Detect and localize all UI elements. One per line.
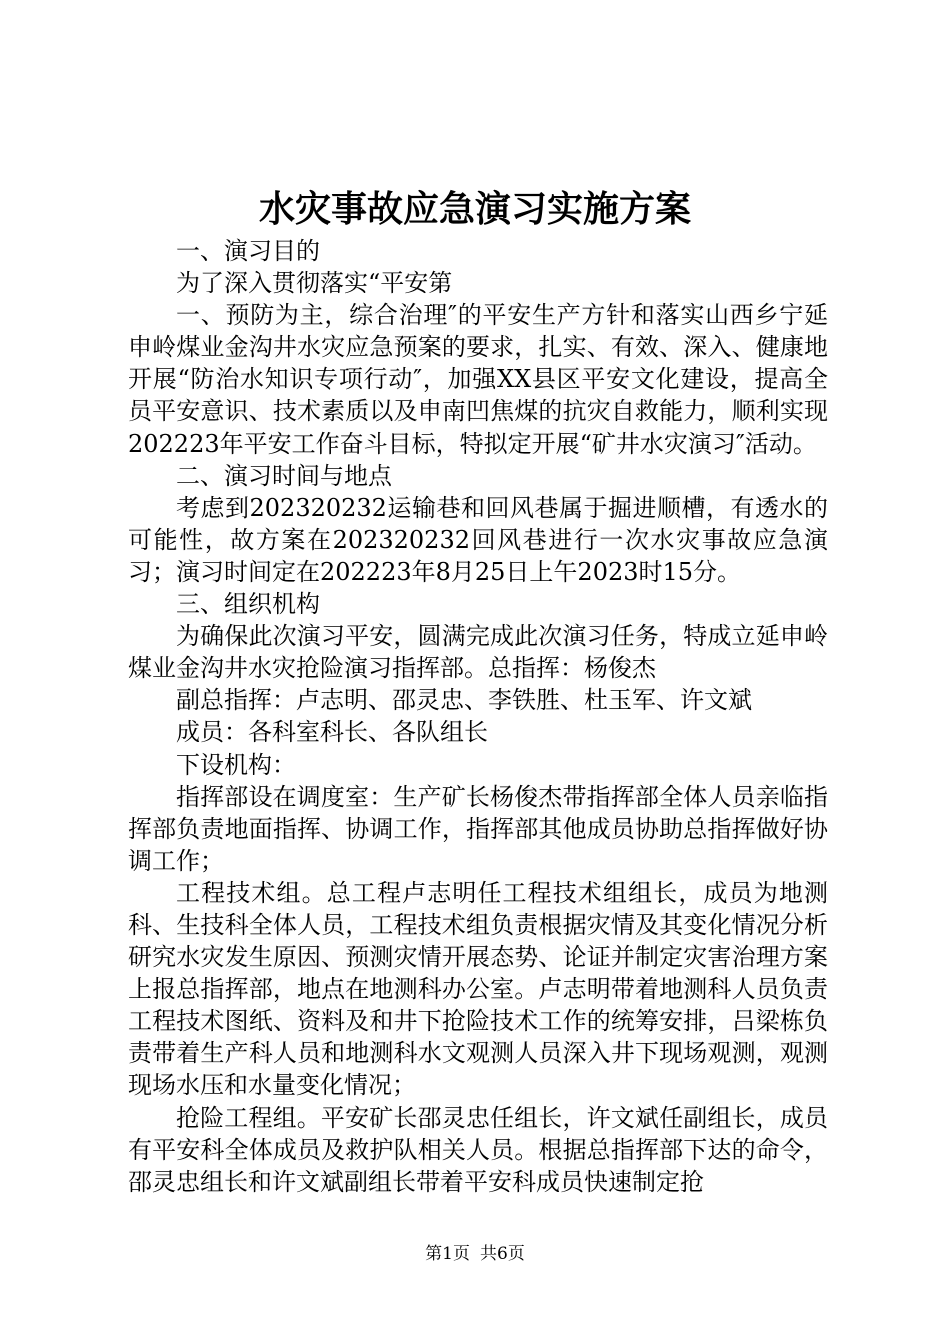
document-body <box>128 235 828 1198</box>
paragraph: 副总指挥：卢志明、邵灵忠、李铁胜、杜玉军、许文斌 <box>176 686 752 715</box>
paragraph: 考虑到202320232运输巷和回风巷属于掘进顺槽，有透水的可能性，故方案在202320232回风巷进行一次水灾事故应急演习；演习时间定在202223年8月25日上午2023时15分。 <box>128 493 828 586</box>
document-title: 水灾事故应急演习实施方案 <box>258 188 691 230</box>
section-heading-time-place: 二、演习时间与地点 <box>176 461 392 490</box>
page-footer <box>0 1242 950 1266</box>
page-number: 第1页 <box>425 1244 470 1264</box>
section-heading-organization: 三、组织机构 <box>176 590 320 619</box>
paragraph: 一、预防为主，综合治理″的平安生产方针和落实山西乡宁延申岭煤业金沟井水灾应急预案的要求，扎实、有效、深入、健康地开展“防治水知识专项行动″，加强XX县区平安文化建设，提高全员平安意识、技术素质以及申南凹焦煤的抗灾自救能力，顺利实现202223年平安工作奋斗目标，特拟定开展“矿井水灾演习″活动。 <box>128 301 828 458</box>
paragraph: 指挥部设在调度室：生产矿长杨俊杰带指挥部全体人员亲临指挥部负责地面指挥、协调工作，指挥部其他成员协助总指挥做好协调工作； <box>128 782 828 875</box>
paragraph: 为了深入贯彻落实“平安第 <box>176 269 453 298</box>
paragraph: 成员：各科室科长、各队组长 <box>176 718 488 747</box>
paragraph: 抢险工程组。平安矿长邵灵忠任组长，许文斌任副组长，成员有平安科全体成员及救护队相关人员。根据总指挥部下达的命令，邵灵忠组长和许文斌副组长带着平安科成员快速制定抢 <box>128 1103 828 1196</box>
page-total: 共6页 <box>480 1244 525 1264</box>
section-heading-purpose: 一、演习目的 <box>176 237 320 265</box>
paragraph: 为确保此次演习平安，圆满完成此次演习任务，特成立延申岭煤业金沟井水灾抢险演习指挥部。总指挥：杨俊杰 <box>128 622 828 683</box>
paragraph: 工程技术组。总工程卢志明任工程技术组组长，成员为地测科、生技科全体人员，工程技术组负责根据灾情及其变化情况分析研究水灾发生原因、预测灾情开展态势、论证并制定灾害治理方案上报总指挥部，地点在地测科办公室。卢志明带着地测科人员负责工程技术图纸、资料及和井下抢险技术工作的统筹安排，吕梁栋负责带着生产科人员和地测科水文观测人员深入井下现场观测，观测现场水压和水量变化情况； <box>128 878 828 1100</box>
paragraph: 下设机构： <box>176 750 296 779</box>
